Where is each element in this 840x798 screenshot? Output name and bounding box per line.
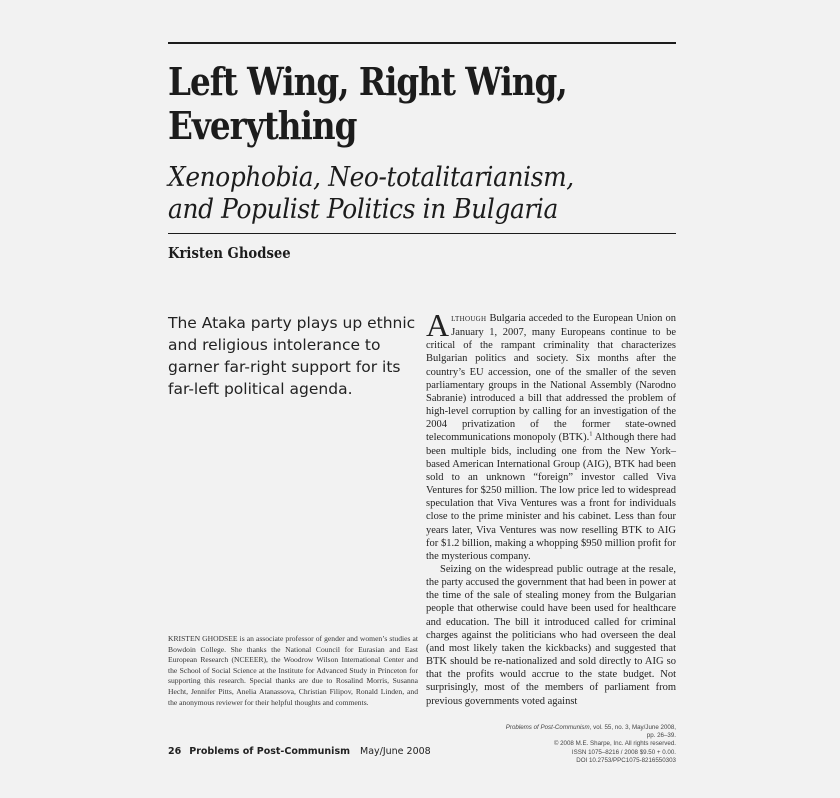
article-title (168, 60, 615, 148)
citation-line-3: ISSN 1075–8216 / 2008 $9.50 + 0.00. (571, 748, 676, 756)
article-subtitle (168, 162, 646, 226)
citation-line-1: Problems of Post-Communism, vol. 55, no. 3, May/June 2008, pp. 26–39. (505, 724, 676, 740)
subtitle-line-1: Xenophobia, Neo-totalitarianism, (168, 162, 574, 193)
lead-in-smallcaps: LTHOUGH (451, 315, 487, 323)
body-paragraph-1 (426, 307, 676, 563)
citation-line-4: DOI 10.2753/PPC1075-8216550303 (576, 756, 676, 764)
citation-line-2: © 2008 M.E. Sharpe, Inc. All rights reserved. (553, 740, 676, 748)
pull-quote: The Ataka party plays up ethnic and religious intolerance to garner far-right support for its far-left political agenda. (168, 314, 416, 398)
issue-date: May/June 2008 (360, 746, 431, 757)
citation-block (500, 724, 676, 765)
author-rule (168, 233, 676, 234)
top-rule (168, 42, 676, 44)
body-text-1b: Although there had been multiple bids, including one from the New York–based American International Group (AIG), BTK had been sold to an unknown “foreign” investor called Viva Ventures for $250 million. The low price led to widespread speculation that Viva Ventures was a front for individuals close to the prime minister and his cabinet. Less than four years later, Viva Ventures was now reselling BTK to AIG for $1.2 billion, making a whopping $950 million profit for the mysterious company. (426, 432, 676, 562)
title-line-2: Everything (168, 103, 357, 148)
page-number: 26 (168, 746, 182, 757)
author-name: Kristen Ghodsee (168, 244, 291, 262)
body-paragraph-2: Seizing on the widespread public outrage at the resale, the party accused the government that had been in power at the time of the sale of stealing money from the Bulgarian people that otherwise could have been used for healthcare and education. The bill it introduced called for criminal charges against the politicians who had overseen the deal (and most likely taken the kickbacks) and suggested that BTK should be re-nationalized and sold directly to AIG so that the profits would accrue to the state budget. Not surprisingly, most of the members of parliament from previous governments voted against (426, 563, 676, 707)
journal-name: Problems of Post-Communism (189, 746, 350, 757)
citation-journal: Problems of Post-Communism (505, 724, 590, 731)
body-text-1a: Bulgaria acceded to the European Union on January 1, 2007, many Europeans continue to be critical of the rampant criminality that characterizes Bulgarian politics and society. Six months after the country’s EU accession, one of the smaller of the seven parliamentary groups in the National Assembly (Narodno Sabranie) introduced a bill that addressed the problem of high-level corruption by calling for an investigation of the 2004 privatization of the former state-owned telecommunications monopoly (BTK). (426, 313, 676, 444)
footnote-marker: 1 (589, 430, 593, 438)
page-footer (168, 746, 431, 757)
subtitle-line-2: and Populist Politics in Bulgaria (168, 194, 558, 225)
author-bio: KRISTEN GHODSEE is an associate professor of gender and women’s studies at Bowdoin College. She thanks the National Council for Eurasian and East European Research (NCEEER), the Woodrow Wilson International Center and the School of Social Science at the Institute for Advanced Study in Princeton for supporting this research. Special thanks are due to Rosalind Morris, Susanna Hecht, Jennifer Pitts, Anelia Atanassova, Christian Filipov, Ronald Linden, and the anonymous reviewer for their helpful thoughts and comments. (168, 634, 418, 707)
drop-cap: A (426, 307, 450, 343)
body-column (426, 307, 676, 708)
title-line-1: Left Wing, Right Wing, (168, 59, 567, 104)
